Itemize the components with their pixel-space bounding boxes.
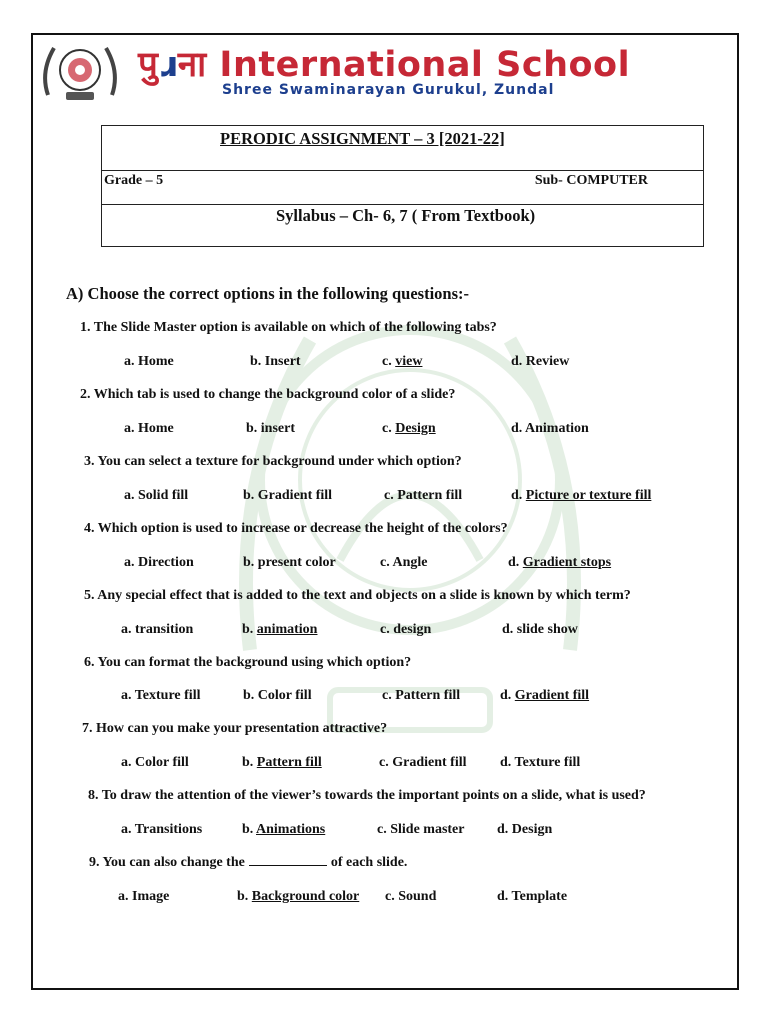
correct-answer: Design	[395, 421, 436, 436]
correct-answer: Gradient fill	[514, 688, 590, 703]
question-1-option-b: b. Insert	[250, 354, 301, 369]
fill-in-blank	[249, 855, 327, 866]
question-2-option-d: d. Animation	[511, 421, 589, 436]
question-6: 6. You can format the background using which option?	[84, 655, 412, 670]
question-6-option-d: d. Gradient fill	[500, 688, 590, 703]
subject-label: Sub- COMPUTER	[534, 173, 648, 188]
school-name: पुɹना International School	[138, 45, 631, 85]
question-9-option-c: c. Sound	[385, 889, 437, 904]
grade-subject-row	[102, 170, 703, 205]
question-7-option-c: c. Gradient fill	[379, 755, 467, 770]
question-1-option-d: d. Review	[511, 354, 570, 369]
question-4-option-d: d. Gradient stops	[508, 555, 612, 570]
question-4-option-a: a. Direction	[124, 555, 194, 570]
question-9-option-a: a. Image	[118, 889, 170, 904]
section-heading: A) Choose the correct options in the following questions:-	[66, 284, 470, 303]
correct-answer: view	[395, 354, 423, 369]
assignment-header-table	[101, 125, 704, 247]
correct-answer: Animations	[256, 822, 326, 837]
question-8-option-b: b. Animations	[242, 822, 326, 837]
question-9: 9. You can also change the of each slide.	[89, 855, 408, 870]
question-1: 1. The Slide Master option is available on which of the following tabs?	[80, 320, 497, 335]
question-2: 2. Which tab is used to change the background color of a slide?	[80, 387, 456, 402]
question-8-option-a: a. Transitions	[121, 822, 203, 837]
question-7: 7. How can you make your presentation attractive?	[82, 721, 388, 736]
question-9-option-d: d. Template	[497, 889, 568, 904]
question-6-option-b: b. Color fill	[243, 688, 312, 703]
question-5-option-a: a. transition	[121, 622, 194, 637]
question-4: 4. Which option is used to increase or decrease the height of the colors?	[84, 521, 508, 536]
question-8-option-c: c. Slide master	[377, 822, 465, 837]
question-3-option-c: c. Pattern fill	[384, 488, 463, 503]
grade-label: Grade – 5	[104, 173, 164, 188]
question-2-option-a: a. Home	[124, 421, 174, 436]
question-9-option-b: b. Background color	[237, 889, 360, 904]
question-4-option-c: c. Angle	[380, 555, 428, 570]
question-5-option-d: d. slide show	[502, 622, 578, 637]
question-6-option-a: a. Texture fill	[121, 688, 201, 703]
question-4-option-b: b. present color	[243, 555, 336, 570]
question-3: 3. You can select a texture for background under which option?	[84, 454, 462, 469]
question-2-option-c: c. Design	[382, 421, 436, 436]
question-3-option-b: b. Gradient fill	[243, 488, 333, 503]
question-8: 8. To draw the attention of the viewer’s towards the important points on a slide, what is used?	[88, 788, 646, 803]
correct-answer: Background color	[251, 889, 360, 904]
question-3-option-a: a. Solid fill	[124, 488, 189, 503]
school-subtitle: Shree Swaminarayan Gurukul, Zundal	[222, 82, 555, 98]
question-2-option-b: b. insert	[246, 421, 296, 436]
question-5: 5. Any special effect that is added to the text and objects on a slide is known by which term?	[84, 588, 631, 603]
assignment-title: PERODIC ASSIGNMENT – 3 [2021-22]	[220, 129, 505, 148]
question-5-option-b: b. animation	[242, 622, 318, 637]
question-1-option-c: c. view	[382, 354, 423, 369]
question-7-option-b: b. Pattern fill	[242, 755, 322, 770]
title-row	[102, 126, 703, 171]
question-8-option-d: d. Design	[497, 822, 553, 837]
correct-answer: Pattern fill	[256, 755, 322, 770]
syllabus-label: Syllabus – Ch- 6, 7 ( From Textbook)	[276, 206, 536, 225]
question-3-option-d: d. Picture or texture fill	[511, 488, 652, 503]
school-logo	[38, 40, 122, 104]
question-5-option-c: c. design	[380, 622, 432, 637]
question-1-option-a: a. Home	[124, 354, 174, 369]
correct-answer: animation	[256, 622, 318, 637]
question-7-option-d: d. Texture fill	[500, 755, 581, 770]
question-7-option-a: a. Color fill	[121, 755, 189, 770]
correct-answer: Gradient stops	[522, 555, 612, 570]
question-6-option-c: c. Pattern fill	[382, 688, 461, 703]
correct-answer: Picture or texture fill	[525, 488, 652, 503]
